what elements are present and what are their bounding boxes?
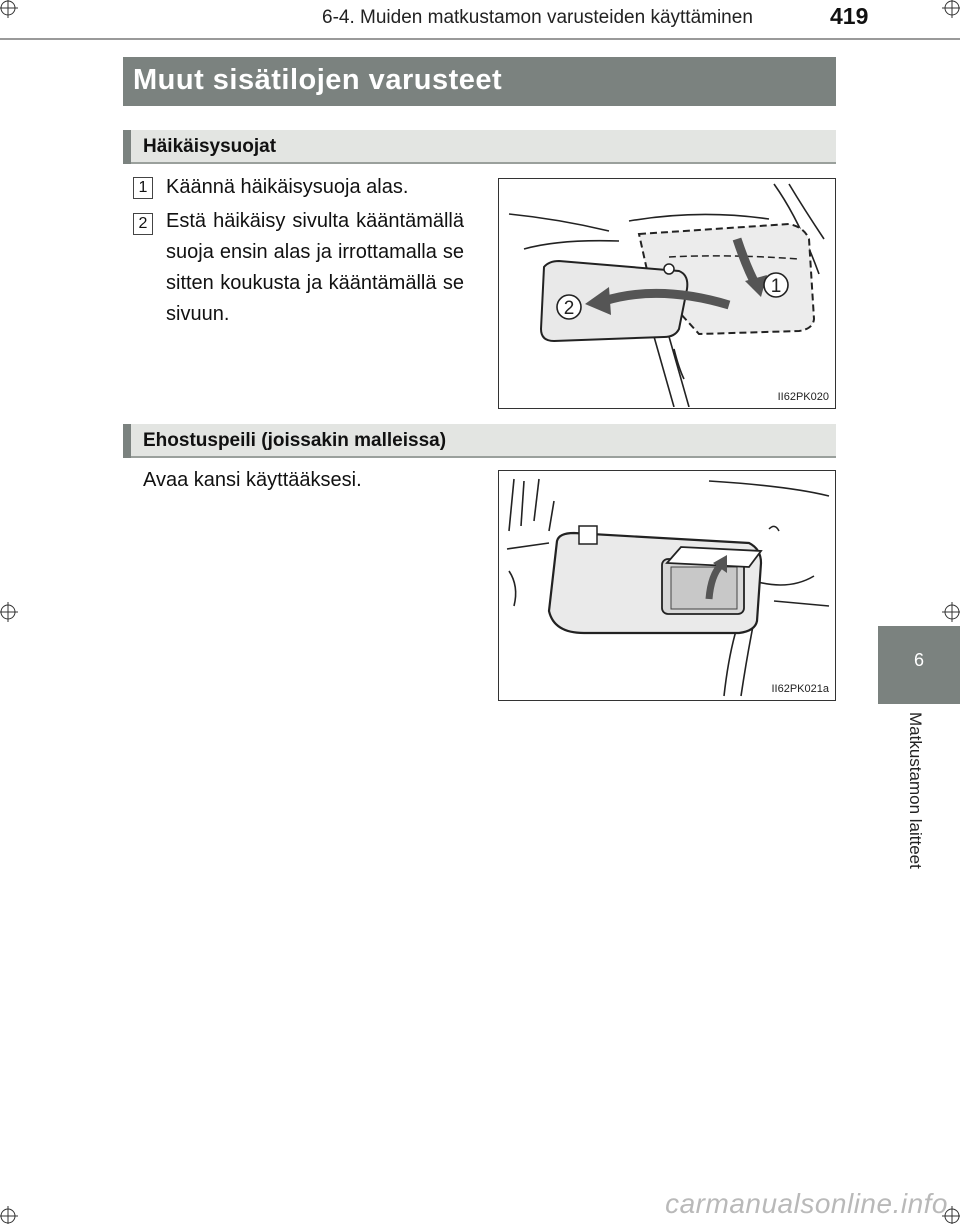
watermark: carmanualsonline.info — [665, 1188, 948, 1219]
figure-code-sun-visor: II62PK020 — [777, 391, 829, 403]
subheading-accent-bar — [123, 130, 131, 164]
chapter-side-label — [905, 712, 925, 912]
subheading-sun-visors — [123, 130, 836, 164]
subheading-accent-bar — [123, 424, 131, 458]
chapter-tab-number: 6 — [913, 650, 924, 670]
vanity-mirror-drawing — [499, 471, 834, 699]
vanity-mirror-illustration — [498, 470, 836, 701]
step-number-2: 2 — [133, 213, 153, 235]
section-title: Muut sisätilojen varusteet — [133, 64, 503, 96]
subheading-vanity-mirror-text: Ehostuspeili (joissakin malleissa) — [143, 430, 447, 451]
figure-code-vanity-mirror: II62PK021a — [771, 683, 829, 695]
header-chapter-title: 6-4. Muiden matkustamon varusteiden käyttäminen — [322, 7, 753, 28]
subheading-sun-visors-text: Häikäisysuojat — [143, 136, 277, 157]
chapter-tab — [878, 626, 960, 704]
section-title-banner — [123, 57, 836, 106]
step-1-text: Käännä häikäisysuoja alas. — [166, 176, 409, 198]
callout-2-label: 2 — [563, 298, 575, 319]
header-divider — [0, 38, 960, 40]
page-number: 419 — [830, 3, 869, 29]
vanity-mirror-text: Avaa kansi käyttääksesi. — [143, 469, 362, 491]
subheading-vanity-mirror — [123, 424, 836, 458]
step-number-1: 1 — [133, 177, 153, 199]
sun-visor-drawing — [499, 179, 834, 407]
sun-visor-illustration — [498, 178, 836, 409]
chapter-side-label-text: Matkustamon laitteet — [906, 712, 925, 869]
callout-1-label: 1 — [770, 276, 782, 297]
step-2-text: Estä häikäisy sivulta kääntämällä suoja ensin alas ja irrottamalla se sitten koukusta ja kääntämällä se sivuun. — [166, 210, 464, 325]
